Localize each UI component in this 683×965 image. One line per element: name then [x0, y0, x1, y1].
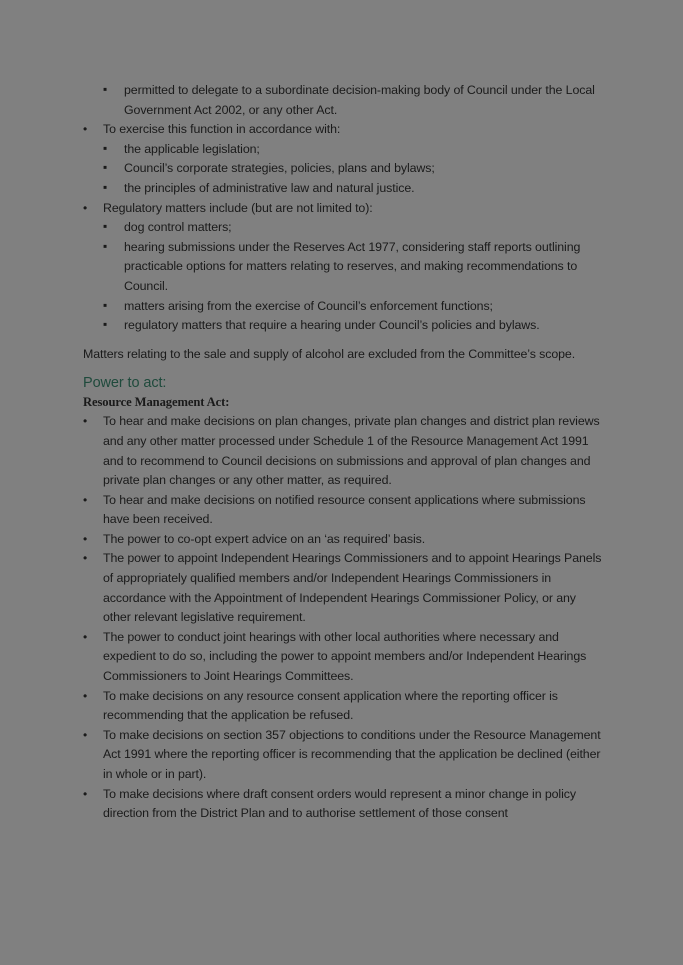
- list-item: • To make decisions where draft consent orders would represent a minor change in policy direction from the District Plan and to authorise settlement of those consent: [83, 786, 576, 821]
- square-bullet-icon: ▪: [103, 317, 108, 332]
- bullet-icon: •: [83, 531, 88, 546]
- list-item: • The power to appoint Independent Hearings Commissioners and to appoint Hearings Panels of appropriately qualified members and/or Independent Hearings Commissioners in accordance with the Appointment of Independent Hearings Commissioner Policy, or any other relevant legislative requirement.: [83, 551, 602, 625]
- square-bullet-icon: ▪: [103, 297, 108, 312]
- square-bullet-icon: ▪: [103, 219, 108, 234]
- exclusion-paragraph: Matters relating to the sale and supply of alcohol are excluded from the Committee’s scope.: [83, 346, 576, 361]
- square-bullet-icon: ▪: [103, 238, 108, 253]
- bullet-icon: •: [83, 122, 88, 137]
- bullet-icon: •: [83, 414, 88, 429]
- bullet-icon: •: [83, 786, 88, 801]
- sub-list: [103, 218, 603, 336]
- function-list: [83, 120, 603, 336]
- list-item: • The power to conduct joint hearings with other local authorities where necessary and expedient to do so, including the power to appoint members and/or Independent Hearings Commissioners to Joint Hearings Committees.: [83, 629, 587, 684]
- sub-list-item: ▪ matters arising from the exercise of Council’s enforcement functions;: [103, 297, 603, 317]
- list-item: • To make decisions on any resource consent application where the reporting officer is recommending that the application be refused.: [83, 688, 558, 723]
- bullet-icon: •: [83, 727, 88, 742]
- continued-sub-list: [83, 81, 603, 120]
- list-item: • Regulatory matters include (but are not limited to): ▪ dog control matters; ▪ hearing submissions under the Reserves Act 1977, considering staff reports outlining practicable options for matters relating to reserves, and making recommendations to Council. ▪ matters arising from the exercise of Council’s enforcement functions; ▪ regulatory matters that require a hearing under Council’s policies and bylaws.: [83, 199, 603, 336]
- sub-list-item: ▪ permitted to delegate to a subordinate decision-making body of Council under the Local Government Act 2002, or any other Act.: [103, 82, 595, 117]
- sub-list-item: ▪ dog control matters;: [103, 218, 603, 238]
- list-item: • To hear and make decisions on plan changes, private plan changes and district plan reviews and any other matter processed under Schedule 1 of the Resource Management Act 1991 and to recommend to Council decisions on submissions and approval of plan changes and private plan changes or any other matter, as required.: [83, 414, 600, 488]
- bullet-icon: •: [83, 629, 88, 644]
- power-to-act-heading: Power to act:: [83, 375, 167, 392]
- list-item: • To hear and make decisions on notified resource consent applications where submissions have been received.: [83, 492, 586, 527]
- square-bullet-icon: ▪: [103, 140, 108, 155]
- rma-subheading: Resource Management Act:: [83, 395, 230, 410]
- document-content: [83, 81, 603, 824]
- list-item: • To make decisions on section 357 objections to conditions under the Resource Management Act 1991 where the reporting officer is recommending that the application be declined (either in whole or in part).: [83, 727, 601, 781]
- square-bullet-icon: ▪: [103, 82, 108, 96]
- bullet-icon: •: [83, 551, 88, 566]
- sub-list-item: ▪ the applicable legislation;: [103, 140, 603, 160]
- sub-list-item: ▪ regulatory matters that require a hearing under Council’s policies and bylaws.: [103, 316, 603, 336]
- list-item: • The power to co-opt expert advice on an ‘as required’ basis.: [83, 530, 603, 550]
- square-bullet-icon: ▪: [103, 179, 108, 194]
- bullet-icon: •: [83, 492, 88, 507]
- sub-list-item: ▪ the principles of administrative law and natural justice.: [103, 179, 603, 199]
- rma-list: [83, 412, 603, 823]
- sub-list-item: ▪ Council’s corporate strategies, policies, plans and bylaws;: [103, 159, 603, 179]
- bullet-icon: •: [83, 688, 88, 703]
- square-bullet-icon: ▪: [103, 160, 108, 175]
- list-item: • To exercise this function in accordance with: ▪ the applicable legislation; ▪ Council’s corporate strategies, policies, plans and bylaws; ▪ the principles of administrative law and natural justice.: [83, 120, 603, 198]
- bullet-icon: •: [83, 200, 88, 215]
- sub-list-item: ▪ hearing submissions under the Reserves Act 1977, considering staff reports outlining practicable options for matters relating to reserves, and making recommendations to Council.: [103, 238, 581, 293]
- sub-list: [103, 140, 603, 199]
